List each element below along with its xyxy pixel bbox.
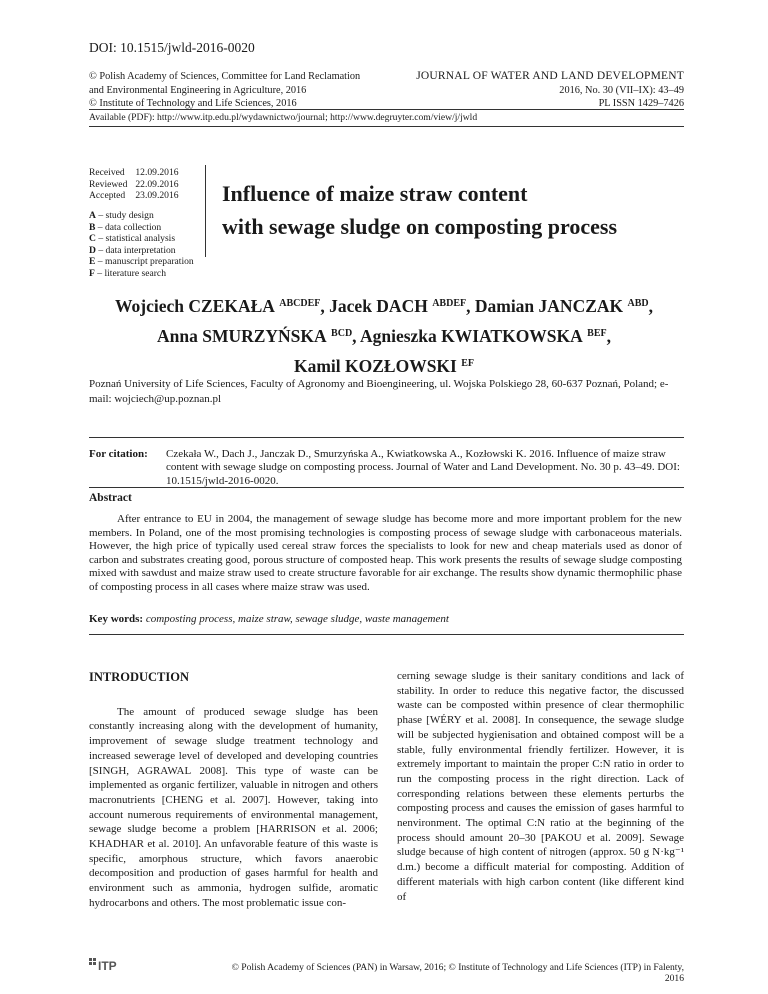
journal-title: JOURNAL OF WATER AND LAND DEVELOPMENT	[416, 70, 684, 82]
doi: DOI: 10.1515/jwld-2016-0020	[89, 40, 255, 55]
date-label: Reviewed	[89, 178, 128, 190]
copyright-line: © Polish Academy of Sciences, Committee for Land Reclamation	[89, 71, 361, 82]
journal-info	[416, 70, 684, 111]
sidebar-divider	[205, 165, 206, 257]
footer-copyright: © Polish Academy of Sciences (PAN) in Warsaw, 2016; © Institute of Technology and Life Sciences (ITP) in Falenty, 2016	[231, 962, 684, 984]
header-rule-bottom	[89, 126, 684, 127]
date-label: Accepted	[89, 190, 126, 202]
author-name: Kamil KOZŁOWSKI	[293, 356, 457, 376]
author-contribution: ABDEF	[432, 298, 467, 309]
header-rule-top	[89, 109, 684, 110]
section-heading: INTRODUCTION	[89, 670, 190, 684]
author-line: Wojciech CZEKAŁA $^{ABCDEF}$, Jacek DACH $^{ABDEF}$, Damian JANCZAK $^{ABD}$,	[114, 296, 654, 316]
author-line	[40, 350, 728, 380]
contribution-item: C – statistical analysis	[89, 233, 176, 245]
contribution-item: A – study design	[89, 210, 154, 221]
title-line: with sewage sludge on composting process	[222, 214, 618, 239]
author-name: Anna SMURZYŃSKA	[156, 326, 327, 346]
author-name: Wojciech CZEKAŁA	[114, 296, 275, 316]
abstract-heading: Abstract	[89, 492, 132, 504]
contribution-item: E – manuscript preparation	[89, 256, 194, 268]
date-value: 12.09.2016	[135, 167, 179, 178]
contribution-item: F – literature search	[89, 267, 166, 279]
svg-text:ITP: ITP	[98, 959, 117, 973]
left-column	[89, 660, 378, 911]
keywords-list: composting process, maize straw, sewage sludge, waste management	[145, 613, 449, 625]
author-line: Anna SMURZYŃSKA $^{BCD}$, Agnieszka KWIATKOWSKA $^{BEF}$,	[156, 326, 611, 346]
citation-rule-bottom	[89, 487, 684, 488]
date-value: 22.09.2016	[135, 178, 179, 190]
article-title	[222, 177, 682, 243]
title-line: Influence of maize straw content	[222, 181, 528, 206]
journal-issn: PL ISSN 1429–7426	[598, 98, 684, 110]
date-label: Received	[89, 167, 125, 178]
citation-label: For citation:	[89, 448, 148, 460]
copyright-line: © Institute of Technology and Life Sciences, 2016	[89, 98, 297, 110]
itp-logo	[89, 955, 123, 975]
author-contribution: EF	[461, 358, 475, 369]
author-name: Agnieszka KWIATKOWSKA	[359, 326, 583, 346]
keywords	[89, 613, 449, 625]
intro-paragraph-continued: cerning sewage sludge is their sanitary conditions and lack of stability. In order to reduce this negative factor, the discussed waste can be composted within presence of clear thermophilic phase [WÉRY et al. 2008]. In consequence, the sewage sludge will be subjected hygienisation and obtained compost will be a stable, fully environmental friendly fertilizer. However, it is extremely important to maintain the proper C:N ratio in order to run the composting process in the right direction. Lack of corresponding relations between these elements perturbs the composting process and causes the emission of gases harmful to nenvironment. The optimal C:N ratio at the beginning of the process should amount 20–30 [PAKOU et al. 2009]. Sewage sludge because of high content of nitrogen (approx. 50 g N·kg⁻¹ d.m.) become a difficult material for composting. Addition of different materials with high carbon content (like different kind of	[397, 670, 684, 903]
date-row	[89, 167, 187, 179]
affiliation: Poznań University of Life Sciences, Faculty of Agronomy and Bioengineering, ul. Wojska Polskiego 28, 60-637 Poznań, Poland; e-mail: wojciech@up.poznan.pl	[89, 378, 669, 405]
author-contribution: BCD	[331, 328, 353, 339]
keywords-label: Key words:	[89, 613, 144, 625]
review-dates	[89, 167, 187, 202]
journal-issue: 2016, No. 30 (VII–IX): 43–49	[559, 84, 684, 96]
date-row	[89, 179, 187, 191]
availability-links[interactable]: Available (PDF): http://www.itp.edu.pl/wydawnictwo/journal; http://www.degruyter.com/view/j/jwld	[89, 112, 478, 123]
abstract-text: After entrance to EU in 2004, the management of sewage sludge has become more and more important problem for the new members. In Poland, one of the most promising technologies is composting process of sewage sludge with carbonaceous materials. However, the high price of typically used cereal straw forces the specialists to look for new and cheap materials used as donor of carbon and substrates creating good, porous structure of composted heap. This work presents the results of sewage sludge composting mixed with sawdust and maize straw used to create structure favorable for air exchange. The results show dynamic thermophilic phase of composting process in all cases where maize straw was used.	[89, 513, 682, 593]
contribution-item: B – data collection	[89, 221, 162, 233]
contribution-item: D – data interpretation	[89, 244, 176, 256]
author-contribution: ABD	[627, 298, 649, 309]
intro-paragraph: The amount of produced sewage sludge has been constantly increasing along with the development of humanity, improvement of sewage sludge treatment technology and increased sewerage level of developed and developing countries [SINGH, AGRAWAL 2008]. This type of waste can be implemented as organic fertilizer, valuable in nitrogen and others macronutrients [CHENG et al. 2007]. However, taking into account numerous requirements of environmental management, sewage sludge become a problem [HARRISON et al. 2006; KHADHAR et al. 2010]. An unfavorable feature of this waste is specific, amorphous structure, which favors anaerobic decomposition and production of gases harmful for health and environment such as ammonia, hydrogen sulfide, aromatic hydrocarbons and others. The most problematic issue con-	[89, 705, 378, 909]
copyright-line: and Environmental Engineering in Agriculture, 2016	[89, 84, 307, 96]
citation-rule-top	[89, 437, 684, 438]
author-name: Jacek DACH	[329, 296, 428, 316]
citation-text: Czekała W., Dach J., Janczak D., Smurzyńska A., Kwiatkowska A., Kozłowski K. 2016. Influence of maize straw content with sewage sludge on composting process. Journal of Water and Land Development. No. 30 p. 43–49. DOI: 10.1515/jwld-2016-0020.	[166, 448, 680, 487]
keywords-rule	[89, 634, 684, 635]
author-contribution: ABCDEF	[279, 298, 321, 309]
contribution-codes	[89, 210, 194, 280]
publisher-copyright	[89, 70, 360, 111]
date-value: 23.09.2016	[135, 190, 179, 202]
right-column	[397, 669, 684, 904]
date-row	[89, 190, 187, 202]
author-list	[40, 290, 728, 380]
author-name: Damian JANCZAK	[474, 296, 624, 316]
author-contribution: BEF	[587, 328, 607, 339]
